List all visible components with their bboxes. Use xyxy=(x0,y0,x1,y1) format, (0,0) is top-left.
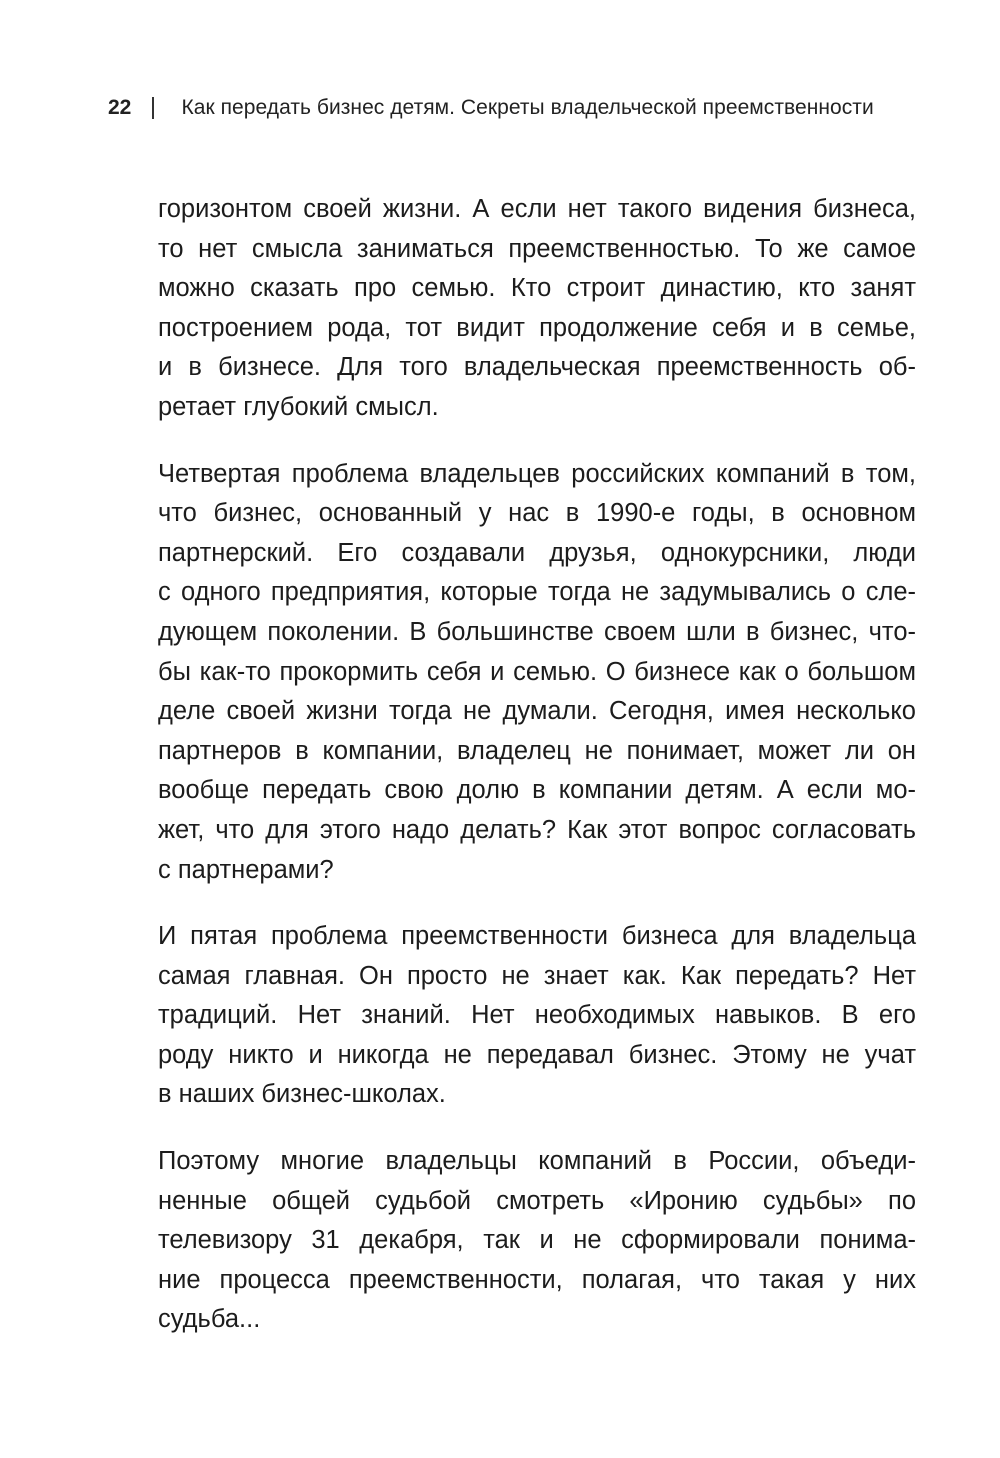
text-line: можно сказать про семью. Кто строит династию, кто занят xyxy=(158,274,916,303)
paragraph-1 xyxy=(158,190,916,428)
text-line: и в бизнесе. Для того владельческая преемственность об- xyxy=(158,353,916,382)
running-head xyxy=(108,92,928,124)
text-line: ретает глубокий смысл. xyxy=(158,392,439,421)
text-line: что бизнес, основанный у нас в 1990-е годы, в основном xyxy=(158,499,916,528)
paragraph-3 xyxy=(158,917,916,1115)
text-line: с одного предприятия, которые тогда не задумывались о сле- xyxy=(158,578,916,607)
text-line: бы как-то прокормить себя и семью. О бизнесе как о большом xyxy=(158,657,916,686)
text-line: Четвертая проблема владельцев российских компаний в том, xyxy=(158,459,916,488)
text-line: дующем поколении. В большинстве своем шли в бизнес, что- xyxy=(158,617,916,646)
paragraph-2 xyxy=(158,455,916,891)
text-line: традиций. Нет знаний. Нет необходимых навыков. В его xyxy=(158,1001,916,1030)
text-line: то нет смысла заниматься преемственностью. То же самое xyxy=(158,234,916,263)
page-number: 22 xyxy=(108,96,132,119)
body-text xyxy=(158,190,916,1367)
text-line: партнеров в компании, владелец не понимает, может ли он xyxy=(158,736,916,765)
text-line: ние процесса преемственности, полагая, что такая у них xyxy=(158,1265,916,1294)
text-line: ненные общей судьбой смотреть «Иронию судьбы» по xyxy=(158,1186,916,1215)
text-line: роду никто и никогда не передавал бизнес. Этому не учат xyxy=(158,1040,916,1069)
text-line: построением рода, тот видит продолжение себя и в семье, xyxy=(158,313,916,342)
text-line: телевизору 31 декабря, так и не сформировали понима- xyxy=(158,1226,916,1255)
text-line: вообще передать свою долю в компании детям. А если мо- xyxy=(158,776,916,805)
text-line: деле своей жизни тогда не думали. Сегодня, имея несколько xyxy=(158,697,916,726)
text-line: в наших бизнес-школах. xyxy=(158,1080,446,1109)
running-title: Как передать бизнес детям. Секреты владельческой преемственности xyxy=(181,96,874,119)
text-line: судьба... xyxy=(158,1305,261,1334)
header-divider xyxy=(152,97,154,119)
text-line: Поэтому многие владельцы компаний в России, объеди- xyxy=(158,1147,916,1176)
text-line: партнерский. Его создавали друзья, однокурсники, люди xyxy=(158,538,916,567)
text-line: жет, что для этого надо делать? Как этот вопрос согласовать xyxy=(158,815,916,844)
text-line: И пятая проблема преемственности бизнеса для владельца xyxy=(158,922,916,951)
text-line: с партнерами? xyxy=(158,855,334,884)
text-line: горизонтом своей жизни. А если нет такого видения бизнеса, xyxy=(158,195,916,223)
text-line: самая главная. Он просто не знает как. Как передать? Нет xyxy=(158,961,916,990)
paragraph-4 xyxy=(158,1142,916,1340)
